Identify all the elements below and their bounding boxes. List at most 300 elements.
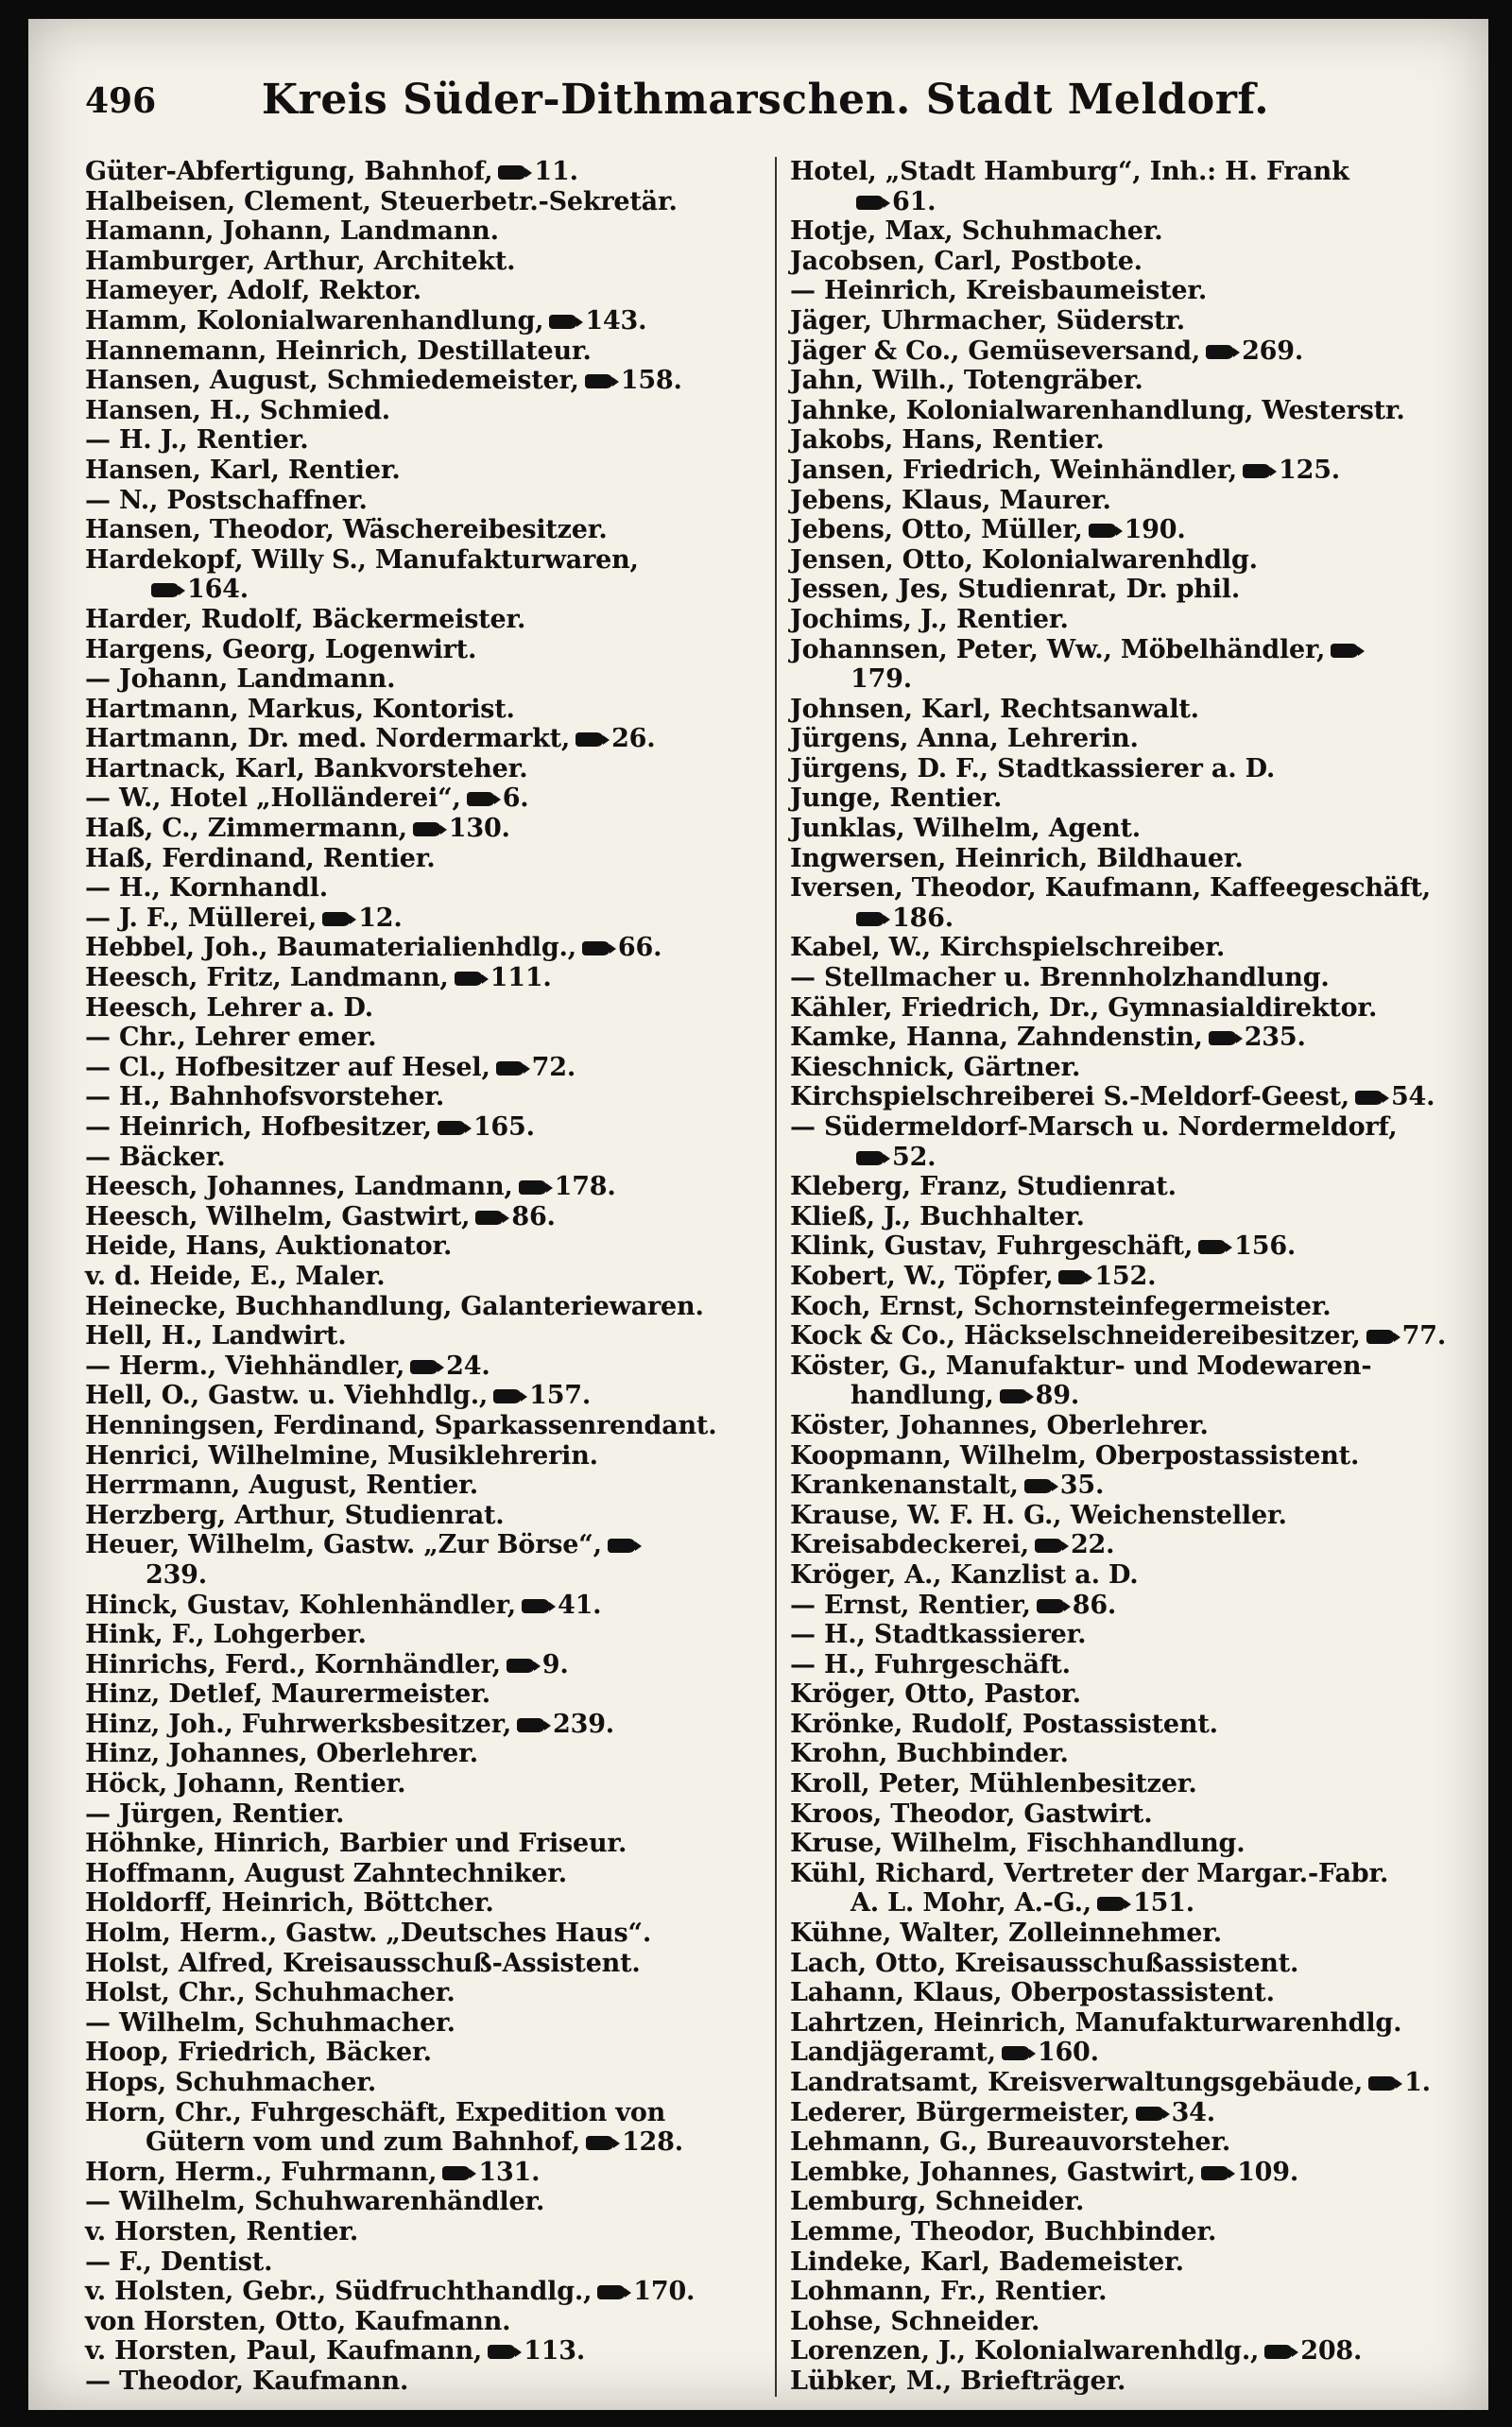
directory-entry — [85, 783, 756, 814]
directory-entry — [85, 366, 756, 396]
entry-text: Holst, Alfred, Kreisausschuß-Assistent. — [85, 1948, 641, 1978]
telephone-icon — [467, 792, 495, 806]
directory-entry — [85, 2038, 756, 2068]
directory-entry — [790, 2277, 1452, 2307]
directory-entry — [85, 306, 756, 336]
phone-number: 178. — [554, 1172, 616, 1202]
telephone-icon — [413, 822, 441, 836]
phone-number: 186. — [892, 903, 954, 933]
entry-text: — Bäcker. — [85, 1142, 226, 1172]
entry-text: Heesch, Wilhelm, Gastwirt, — [85, 1201, 471, 1231]
directory-entry — [790, 2068, 1452, 2098]
entry-text: — Südermeldorf-Marsch u. Nordermeldorf, — [790, 1112, 1398, 1142]
directory-entry-continuation — [85, 1560, 756, 1591]
phone-number: 157. — [529, 1381, 592, 1411]
directory-entry — [85, 187, 756, 217]
directory-entry — [85, 1769, 756, 1799]
entry-text: Hotel, „Stadt Hamburg“, Inh.: H. Frank — [790, 157, 1349, 186]
entry-text: Kroos, Theodor, Gastwirt. — [790, 1799, 1153, 1829]
phone-number: 86. — [511, 1201, 556, 1231]
entry-text: Kruse, Wilhelm, Fischhandlung. — [790, 1829, 1246, 1859]
directory-entry — [85, 963, 756, 993]
entry-text: Krankenanstalt, — [790, 1471, 1019, 1501]
directory-entry-continuation — [85, 575, 756, 605]
directory-entry — [790, 1172, 1452, 1202]
directory-entry — [790, 545, 1452, 576]
entry-text: Hansen, Karl, Rentier. — [85, 455, 401, 485]
phone-number: 89. — [1035, 1381, 1080, 1411]
phone-number: 152. — [1094, 1261, 1157, 1291]
entry-text: Lohse, Schneider. — [790, 2306, 1040, 2336]
directory-entry — [85, 247, 756, 277]
directory-entry-continuation — [85, 2127, 756, 2158]
directory-entry — [85, 664, 756, 695]
telephone-icon — [585, 374, 613, 388]
entry-text: Herzberg, Arthur, Studienrat. — [85, 1500, 505, 1530]
phone-number: 86. — [1072, 1590, 1117, 1620]
directory-entry — [85, 1501, 756, 1531]
directory-entry — [85, 1053, 756, 1083]
entry-text: Höhnke, Hinrich, Barbier und Friseur. — [85, 1829, 627, 1859]
entry-text: Hargens, Georg, Logenwirt. — [85, 634, 477, 664]
left-column — [85, 157, 756, 2397]
directory-entry — [85, 2098, 756, 2128]
directory-entry — [790, 2307, 1452, 2337]
directory-entry — [790, 605, 1452, 635]
entry-text: Johnsen, Karl, Rechtsanwalt. — [790, 694, 1199, 724]
directory-entry — [85, 1650, 756, 1680]
phone-number: 77. — [1401, 1321, 1447, 1351]
entry-text: Horn, Chr., Fuhrgeschäft, Expedition von — [85, 2097, 666, 2127]
directory-entry — [85, 605, 756, 635]
directory-entry — [85, 2068, 756, 2098]
entry-text: Hinrichs, Ferd., Kornhändler, — [85, 1649, 501, 1679]
phone-number: 160. — [1037, 2038, 1099, 2068]
entry-text: Hartmann, Markus, Kontorist. — [85, 694, 515, 724]
telephone-icon — [1264, 2345, 1293, 2359]
entry-text: Kließ, J., Buchhalter. — [790, 1201, 1085, 1231]
telephone-icon — [517, 1718, 545, 1732]
entry-text: Haß, C., Zimmermann, — [85, 814, 407, 844]
directory-entry — [790, 783, 1452, 814]
entry-text: Harder, Rudolf, Bäckermeister. — [85, 604, 526, 634]
entry-text: Jakobs, Hans, Rentier. — [790, 425, 1105, 456]
telephone-icon — [1024, 1479, 1053, 1493]
entry-text: — H., Stadtkassierer. — [790, 1620, 1087, 1650]
directory-entry — [85, 873, 756, 904]
telephone-icon — [1136, 2107, 1164, 2121]
telephone-icon — [1058, 1270, 1087, 1284]
telephone-icon — [1366, 1330, 1395, 1344]
directory-entry — [790, 515, 1452, 545]
directory-entry — [85, 1082, 756, 1112]
entry-text: Henningsen, Ferdinand, Sparkassenrendant. — [85, 1410, 717, 1440]
entry-text: Hamann, Johann, Landmann. — [85, 216, 499, 247]
entry-text: A. L. Mohr, A.-G., — [850, 1888, 1091, 1919]
entry-text: Kröger, A., Kanzlist a. D. — [790, 1559, 1139, 1590]
directory-entry — [85, 1859, 756, 1889]
entry-text: Jürgens, Anna, Lehrerin. — [790, 724, 1139, 754]
directory-entry — [85, 1471, 756, 1501]
directory-entry — [790, 1501, 1452, 1531]
entry-text: Kock & Co., Häckselschneidereibesitzer, — [790, 1321, 1361, 1351]
phone-number: 61. — [892, 186, 936, 216]
directory-entry — [85, 157, 756, 187]
entry-text: Kreisabdeckerei, — [790, 1530, 1029, 1560]
entry-text: Heesch, Lehrer a. D. — [85, 992, 373, 1023]
directory-entry — [790, 336, 1452, 367]
entry-text: Kähler, Friedrich, Dr., Gymnasialdirektor. — [790, 992, 1378, 1023]
entry-text: — H., Kornhandl. — [85, 873, 328, 904]
directory-entry — [790, 1829, 1452, 1859]
entry-text: Kühl, Richard, Vertreter der Margar.-Fabr. — [790, 1858, 1389, 1888]
entry-text: Kühne, Walter, Zolleinnehmer. — [790, 1919, 1223, 1949]
phone-number: 22. — [1070, 1530, 1115, 1560]
entry-text: Hell, H., Landwirt. — [85, 1321, 347, 1351]
directory-entry — [790, 216, 1452, 247]
directory-entry — [790, 1859, 1452, 1889]
entry-text: Lübker, M., Briefträger. — [790, 2366, 1126, 2396]
telephone-icon — [455, 972, 483, 986]
entry-text: Koch, Ernst, Schornsteinfegermeister. — [790, 1291, 1332, 1321]
directory-entry — [790, 486, 1452, 516]
entry-text: Jäger, Uhrmacher, Süderstr. — [790, 305, 1185, 336]
telephone-icon — [442, 2166, 471, 2180]
entry-text: Ingwersen, Heinrich, Bildhauer. — [790, 843, 1244, 873]
entry-text: Hameyer, Adolf, Rektor. — [85, 276, 421, 306]
directory-entry — [85, 1292, 756, 1322]
directory-entry — [790, 1560, 1452, 1591]
telephone-icon — [1000, 1389, 1028, 1403]
directory-entry — [790, 2336, 1452, 2367]
directory-entry — [85, 1023, 756, 1053]
directory-entry — [790, 157, 1452, 187]
phone-number: 35. — [1059, 1471, 1105, 1501]
telephone-icon — [1035, 1539, 1063, 1553]
directory-entry — [85, 1949, 756, 1979]
directory-entry — [790, 575, 1452, 605]
telephone-icon — [856, 912, 885, 926]
entry-text: Landjägeramt, — [790, 2038, 996, 2068]
entry-text: Kröger, Otto, Pastor. — [790, 1679, 1081, 1710]
directory-entry — [85, 933, 756, 963]
directory-entry — [790, 306, 1452, 336]
directory-entry — [85, 844, 756, 874]
entry-text: Jebens, Klaus, Maurer. — [790, 485, 1111, 515]
directory-entry — [790, 1082, 1452, 1112]
phone-number: 158. — [620, 366, 682, 396]
directory-entry — [85, 2367, 756, 2397]
directory-entry — [790, 1679, 1452, 1710]
phone-number: 109. — [1237, 2157, 1299, 2187]
phone-number: 72. — [531, 1052, 576, 1082]
entry-text: Höck, Johann, Rentier. — [85, 1769, 406, 1799]
entry-text: Hamburger, Arthur, Architekt. — [85, 246, 516, 276]
entry-text: Hansen, H., Schmied. — [85, 395, 391, 425]
phone-number: 170. — [633, 2277, 696, 2307]
entry-text: Heuer, Wilhelm, Gastw. „Zur Börse“, — [85, 1530, 602, 1560]
directory-entry — [790, 1978, 1452, 2008]
directory-entry — [85, 2307, 756, 2337]
directory-entry — [85, 1829, 756, 1859]
entry-text: Lehmann, G., Bureauvorsteher. — [790, 2127, 1231, 2158]
entry-text: — W., Hotel „Holländerei“, — [85, 783, 461, 814]
entry-text: Landratsamt, Kreisverwaltungsgebäude, — [790, 2068, 1364, 2097]
entry-text: Jebens, Otto, Müller, — [790, 515, 1083, 545]
directory-entry — [790, 695, 1452, 725]
phone-number: 235. — [1244, 1023, 1306, 1053]
entry-text: — Herm., Viehhändler, — [85, 1351, 405, 1381]
entry-text: Lohmann, Fr., Rentier. — [790, 2277, 1108, 2307]
telephone-icon — [1198, 1240, 1227, 1254]
telephone-icon — [522, 1599, 550, 1613]
entry-text: Lederer, Bürgermeister, — [790, 2097, 1130, 2127]
directory-entry — [790, 1769, 1452, 1799]
entry-text: Jensen, Otto, Kolonialwarenhdlg. — [790, 544, 1258, 575]
phone-number: 9. — [541, 1649, 569, 1679]
entry-text: Heide, Hans, Auktionator. — [85, 1231, 453, 1262]
entry-text: Jansen, Friedrich, Weinhändler, — [790, 455, 1238, 485]
phone-number: 156. — [1234, 1231, 1297, 1262]
entry-text: — Wilhelm, Schuhmacher. — [85, 2007, 455, 2038]
directory-entry — [85, 1381, 756, 1411]
entry-text: Jürgens, D. F., Stadtkassierer a. D. — [790, 753, 1276, 783]
phone-number: 66. — [617, 933, 662, 963]
entry-text: Junge, Rentier. — [790, 783, 1003, 814]
directory-entry — [790, 1053, 1452, 1083]
directory-entry — [790, 635, 1452, 665]
directory-entry — [790, 754, 1452, 784]
directory-entry — [790, 1202, 1452, 1232]
telephone-icon — [322, 912, 351, 926]
directory-entry — [85, 1351, 756, 1382]
entry-text: Hoop, Friedrich, Bäcker. — [85, 2038, 432, 2068]
telephone-icon — [582, 941, 610, 955]
telephone-icon — [856, 196, 885, 210]
directory-entry — [85, 276, 756, 306]
entry-text: Lorenzen, J., Kolonialwarenhdlg., — [790, 2336, 1260, 2367]
entry-text: Klink, Gustav, Fuhrgeschäft, — [790, 1231, 1194, 1262]
directory-entry — [85, 1143, 756, 1173]
phone-number: 269. — [1242, 336, 1304, 366]
directory-entry — [85, 1112, 756, 1143]
phone-number: 164. — [187, 575, 249, 605]
phone-number: 12. — [358, 903, 403, 933]
directory-entry — [85, 2187, 756, 2217]
phone-number: 125. — [1279, 455, 1340, 485]
entry-text: — Chr., Lehrer emer. — [85, 1023, 377, 1053]
directory-entry — [85, 1231, 756, 1262]
telephone-icon — [1331, 644, 1359, 658]
directory-entry-continuation — [790, 187, 1452, 217]
directory-entry — [790, 873, 1452, 904]
entry-text: Lahrtzen, Heinrich, Manufakturwarenhdlg. — [790, 2007, 1402, 2038]
entry-text: — Cl., Hofbesitzer auf Hesel, — [85, 1052, 490, 1082]
entry-text: Hinz, Johannes, Oberlehrer. — [85, 1739, 478, 1769]
right-column — [775, 157, 1452, 2397]
entry-text: Jahn, Wilh., Totengräber. — [790, 366, 1143, 396]
telephone-icon — [1097, 1897, 1125, 1911]
entry-text: v. Holsten, Gebr., Südfruchthandlg., — [85, 2277, 593, 2307]
directory-entry — [85, 814, 756, 844]
entry-text: Lembke, Johannes, Gastwirt, — [790, 2157, 1196, 2187]
directory-entry — [85, 695, 756, 725]
entry-text: Hardekopf, Willy S., Manufakturwaren, — [85, 544, 639, 575]
directory-entry — [85, 993, 756, 1024]
directory-entry — [790, 814, 1452, 844]
directory-entry — [85, 1620, 756, 1650]
directory-entry — [85, 1888, 756, 1919]
directory-entry — [790, 1530, 1452, 1560]
entry-text: Güter-Abfertigung, Bahnhof, — [85, 157, 493, 186]
directory-entry — [85, 1739, 756, 1769]
entry-text: Hops, Schuhmacher. — [85, 2068, 377, 2097]
telephone-icon — [1089, 524, 1117, 538]
phone-number: 239. — [553, 1709, 615, 1739]
telephone-icon — [493, 1389, 522, 1403]
directory-entry — [790, 1620, 1452, 1650]
entry-text: Gütern vom und zum Bahnhof, — [146, 2127, 580, 2158]
entry-text: 179. — [850, 664, 912, 695]
entry-text: Krause, W. F. H. G., Weichensteller. — [790, 1500, 1287, 1530]
directory-entry — [85, 1321, 756, 1351]
directory-entry — [790, 1023, 1452, 1053]
entry-text: Krönke, Rudolf, Postassistent. — [790, 1709, 1218, 1739]
directory-entry-continuation — [790, 1888, 1452, 1919]
entry-text: — H., Fuhrgeschäft. — [790, 1649, 1071, 1679]
entry-text: handlung, — [850, 1381, 994, 1411]
entry-text: — Johann, Landmann. — [85, 664, 396, 695]
directory-entry — [85, 635, 756, 665]
phone-number: 1. — [1404, 2068, 1431, 2097]
entry-text: Hannemann, Heinrich, Destillateur. — [85, 336, 592, 366]
phone-number: 190. — [1124, 515, 1186, 545]
entry-text: v. d. Heide, E., Maler. — [85, 1261, 386, 1291]
telephone-icon — [488, 2345, 516, 2359]
phone-number: 24. — [446, 1351, 490, 1381]
directory-entry — [790, 724, 1452, 754]
directory-entry — [85, 2336, 756, 2367]
phone-number: 165. — [472, 1112, 535, 1142]
entry-text: — Heinrich, Hofbesitzer, — [85, 1112, 432, 1142]
entry-text: — Ernst, Rentier, — [790, 1590, 1031, 1620]
directory-entry — [790, 2187, 1452, 2217]
directory-entry — [790, 1262, 1452, 1292]
entry-text: Kobert, W., Töpfer, — [790, 1261, 1054, 1291]
directory-entry — [790, 1650, 1452, 1680]
entry-text: Lahann, Klaus, Oberpostassistent. — [790, 1978, 1275, 2008]
phone-number: 34. — [1171, 2097, 1215, 2127]
telephone-icon — [410, 1360, 438, 1374]
entry-text: Kirchspielschreiberei S.-Meldorf-Geest, — [790, 1082, 1349, 1112]
telephone-icon — [597, 2285, 626, 2299]
phone-number: 113. — [524, 2336, 586, 2367]
telephone-icon — [1243, 464, 1271, 478]
entry-text: Heesch, Johannes, Landmann, — [85, 1172, 513, 1202]
entry-text: — F., Dentist. — [85, 2246, 273, 2277]
directory-entry — [85, 425, 756, 456]
entry-text: Jessen, Jes, Studienrat, Dr. phil. — [790, 575, 1241, 605]
directory-entry — [790, 425, 1452, 456]
telephone-icon — [519, 1180, 547, 1195]
entry-text: — H. J., Rentier. — [85, 425, 309, 456]
entry-text: Kroll, Peter, Mühlenbesitzer. — [790, 1769, 1197, 1799]
directory-entry — [85, 2217, 756, 2247]
directory-entry — [85, 486, 756, 516]
telephone-icon — [507, 1659, 535, 1673]
directory-entry — [790, 1799, 1452, 1830]
directory-page — [28, 19, 1488, 2410]
entry-text: Koopmann, Wilhelm, Oberpostassistent. — [790, 1440, 1360, 1471]
directory-entry — [790, 993, 1452, 1024]
phone-number: 131. — [478, 2157, 541, 2187]
directory-entry — [790, 1351, 1452, 1382]
directory-entry — [85, 1591, 756, 1621]
directory-entry — [85, 456, 756, 486]
entry-text: Lemme, Theodor, Buchbinder. — [790, 2216, 1217, 2246]
running-title: Kreis Süder-Dithmarschen. Stadt Meldorf. — [261, 76, 1270, 124]
telephone-icon — [608, 1539, 636, 1553]
phone-number: 41. — [558, 1590, 602, 1620]
directory-entry — [790, 2158, 1452, 2188]
telephone-icon — [475, 1211, 504, 1225]
entry-text: Junklas, Wilhelm, Agent. — [790, 814, 1141, 844]
directory-entry — [790, 2217, 1452, 2247]
directory-entry — [790, 396, 1452, 426]
directory-entry — [790, 366, 1452, 396]
entry-text: Kleberg, Franz, Studienrat. — [790, 1172, 1177, 1202]
entry-text: v. Horsten, Rentier. — [85, 2216, 359, 2246]
entry-text: Lach, Otto, Kreisausschußassistent. — [790, 1948, 1299, 1978]
entry-text: Jacobsen, Carl, Postbote. — [790, 246, 1143, 276]
directory-entry — [85, 1441, 756, 1472]
directory-entry — [85, 2158, 756, 2188]
entry-text: Hink, F., Lohgerber. — [85, 1620, 367, 1650]
directory-entry — [85, 1411, 756, 1441]
telephone-icon — [1201, 2166, 1229, 2180]
directory-entry — [790, 1919, 1452, 1949]
entry-text: Hell, O., Gastw. u. Viehhdlg., — [85, 1381, 489, 1411]
entry-text: von Horsten, Otto, Kaufmann. — [85, 2306, 511, 2336]
directory-entry — [85, 336, 756, 367]
directory-entry — [790, 456, 1452, 486]
directory-entry — [790, 1321, 1452, 1351]
entry-text: — Theodor, Kaufmann. — [85, 2366, 409, 2396]
entry-text: Hartnack, Karl, Bankvorsteher. — [85, 753, 528, 783]
directory-entry — [790, 1112, 1452, 1143]
entry-text: — J. F., Müllerei, — [85, 903, 318, 933]
telephone-icon — [496, 1061, 524, 1076]
telephone-icon — [549, 315, 577, 329]
phone-number: 54. — [1390, 1082, 1435, 1112]
entry-text: 239. — [146, 1559, 207, 1590]
entry-text: Jahnke, Kolonialwarenhandlung, Westerstr. — [790, 395, 1405, 425]
directory-entry — [790, 2247, 1452, 2278]
entry-text: — Stellmacher u. Brennholzhandlung. — [790, 963, 1330, 993]
entry-text: Hinck, Gustav, Kohlenhändler, — [85, 1590, 516, 1620]
directory-entry — [790, 2008, 1452, 2039]
entry-text: Hebbel, Joh., Baumaterialienhdlg., — [85, 933, 576, 963]
entry-text: Jäger & Co., Gemüseversand, — [790, 336, 1201, 366]
entry-text: Heinecke, Buchhandlung, Galanteriewaren. — [85, 1291, 704, 1321]
entry-text: — N., Postschaffner. — [85, 485, 368, 515]
entry-text: — Wilhelm, Schuhwarenhändler. — [85, 2187, 545, 2217]
directory-entry — [790, 1471, 1452, 1501]
entry-text: Hansen, August, Schmiedemeister, — [85, 366, 579, 396]
directory-entry — [85, 2247, 756, 2278]
entry-text: Kabel, W., Kirchspielschreiber. — [790, 933, 1226, 963]
entry-text: Herrmann, August, Rentier. — [85, 1471, 478, 1501]
